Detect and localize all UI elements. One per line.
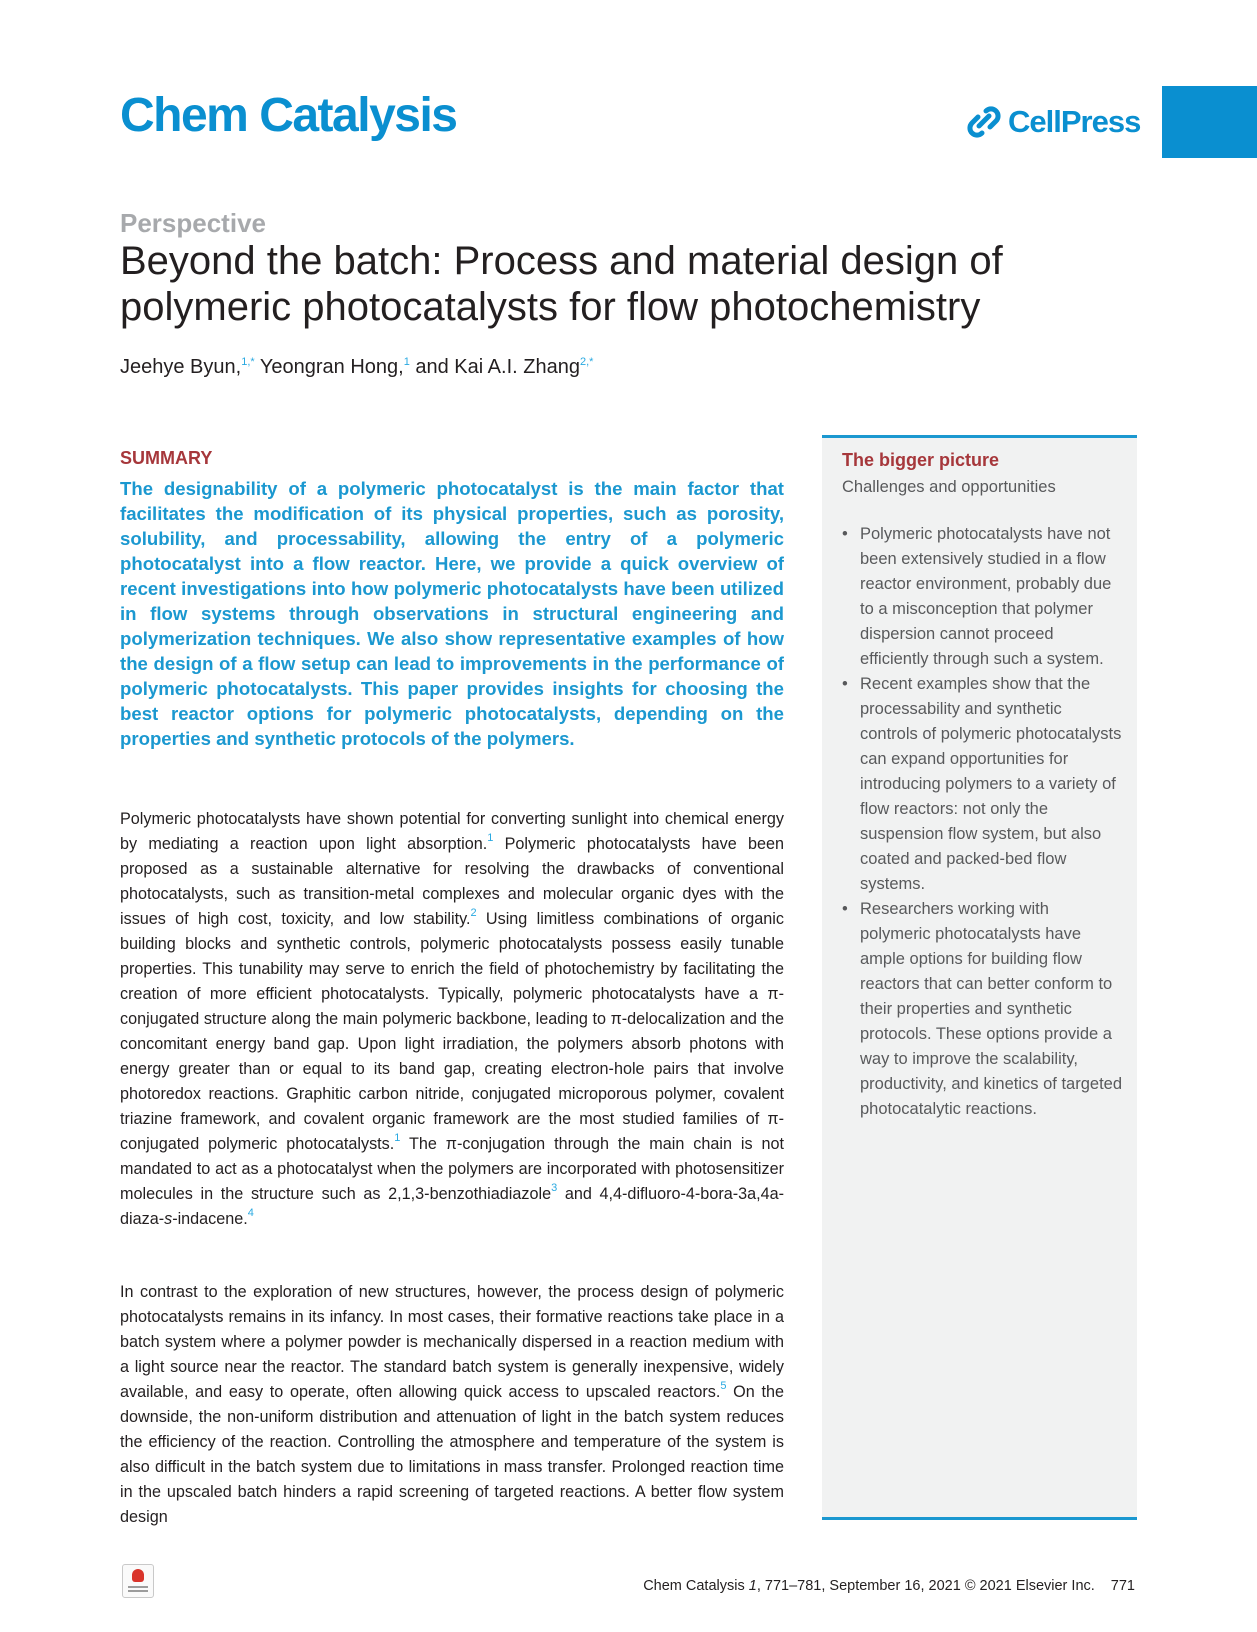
- reference-link[interactable]: 3: [551, 1182, 558, 1194]
- journal-title: Chem Catalysis: [120, 89, 457, 142]
- affiliation-link[interactable]: 2,*: [579, 356, 594, 368]
- body-text-segment: Polymeric photocatalysts have been proposed as a sustainable alternative for resolving the drawbacks of conventional photocatalysts, such as transition-metal complexes and molecular organic dyes with the issues of high cost, toxicity, and low stability.: [120, 835, 784, 928]
- summary-heading: SUMMARY: [120, 448, 213, 468]
- sidebar-bullet-list: [842, 522, 1124, 1122]
- reference-link[interactable]: 1: [394, 1132, 401, 1144]
- body-text-segment: In contrast to the exploration of new structures, however, the process design of polymeric photocatalysts remains in its infancy. In most cases, their formative reactions take place in a batch system where a polymer powder is mechanically dispersed in a reaction medium with a light source near the reactor. The standard batch system is generally inexpensive, widely available, and easy to operate, often allowing quick access to upscaled reactors.: [120, 1283, 784, 1401]
- body-text-segment: -indacene.: [172, 1210, 248, 1228]
- sidebar-bullet: • Polymeric photocatalysts have not been extensively studied in a flow reactor environment, probably due to a misconception that polymer dispersion cannot proceed efficiently through such a system.: [842, 522, 1124, 672]
- article-title: Beyond the batch: Process and material design of polymeric photocatalysts for flow photochemistry: [120, 239, 1003, 329]
- body-text-segment: Using limitless combinations of organic building blocks and synthetic controls, polymeric photocatalysts possess easily tunable properties. This tunability may serve to enrich the field of photochemistry by facilitating the creation of more efficient photocatalysts. Typically, polymeric photocatalysts have a π-conjugated structure along the main polymeric backbone, leading to π-delocalization and the concomitant energy band gap. Upon light irradiation, the polymers absorb photons with energy greater than or equal to its band gap, creating electron-hole pairs that involve photoredox reactions. Graphitic carbon nitride, conjugated microporous polymer, covalent triazine framework, and covalent organic framework are the most studied families of π-conjugated polymeric photocatalysts.: [120, 910, 784, 1153]
- badge-line: [128, 1586, 148, 1588]
- body-text-segment: and 4,4-difluoro-4-bora-3a,4a-diaza-: [120, 1185, 784, 1228]
- body-paragraph: [120, 1280, 784, 1530]
- footer-journal: Chem Catalysis: [643, 1578, 749, 1594]
- sidebar-subheading: Challenges and opportunities: [842, 478, 1056, 496]
- body-text-italic: s: [164, 1210, 173, 1228]
- publisher-logo[interactable]: [966, 104, 1140, 140]
- corner-color-block: [1162, 86, 1257, 158]
- badge-line: [128, 1590, 148, 1592]
- affiliation-link[interactable]: 1,*: [241, 356, 255, 368]
- author-name: Yeongran Hong,: [254, 356, 404, 378]
- affiliation-link[interactable]: 1: [403, 356, 410, 368]
- page-footer: [643, 1578, 1135, 1594]
- body-text-segment: The π-conjugation through the main chain is not mandated to act as a photocatalyst when the polymers are incorporated with photosensitizer molecules in the structure such as 2,1,3-benzothiadiazole: [120, 1135, 784, 1203]
- body-paragraph: [120, 807, 784, 1232]
- reference-link[interactable]: 1: [487, 832, 494, 844]
- bigger-picture-box: [822, 435, 1137, 1520]
- summary-text: The designability of a polymeric photocatalyst is the main factor that facilitates the modification of its physical properties, such as porosity, solubility, and processability, allowing the entry of a polymeric photocatalyst into a flow reactor. Here, we provide a quick overview of recent investigations into how polymeric photocatalysts have been utilized in flow systems through observations in structural engineering and polymerization techniques. We also show representative examples of how the design of a flow setup can lead to improvements in the performance of polymeric photocatalysts. This paper provides insights for choosing the best reactor options for polymeric photocatalysts, depending on the properties and synthetic protocols of the polymers.: [120, 478, 784, 749]
- reference-link[interactable]: 4: [247, 1207, 254, 1219]
- reference-link[interactable]: 2: [470, 907, 477, 919]
- article-type: Perspective: [120, 208, 266, 238]
- reference-link[interactable]: 5: [720, 1380, 727, 1392]
- footer-volume: 1: [748, 1578, 757, 1594]
- footer-citation: , 771–781, September 16, 2021 © 2021 Elsevier Inc.: [756, 1578, 1095, 1594]
- body-text-segment: On the downside, the non-uniform distribution and attenuation of light in the batch system reduces the efficiency of the reaction. Controlling the atmosphere and temperature of the system is also difficult in the batch system due to limitations in mass transfer. Prolonged reaction time in the upscaled batch hinders a rapid screening of targeted reactions. A better flow system design: [120, 1383, 785, 1526]
- author-list: [120, 356, 593, 379]
- sidebar-bullet: • Researchers working with polymeric photocatalysts have ample options for building flow reactors that can better conform to their properties and synthetic protocols. These options provide a way to improve the scalability, productivity, and kinetics of targeted photocatalytic reactions.: [842, 897, 1124, 1122]
- author-name: Jeehye Byun,: [120, 356, 242, 378]
- cellpress-logo-icon: [966, 105, 1002, 139]
- body-text-segment: Polymeric photocatalysts have shown potential for converting sunlight into chemical energy by mediating a reaction upon light absorption.: [120, 810, 784, 853]
- sidebar-heading: The bigger picture: [842, 450, 1000, 470]
- publisher-name: CellPress: [1008, 104, 1141, 139]
- author-name: and Kai A.I. Zhang: [409, 356, 580, 378]
- check-for-updates-icon[interactable]: [122, 1564, 154, 1598]
- page-number: 771: [1110, 1578, 1135, 1594]
- badge-bookmark-shape: [132, 1569, 144, 1582]
- sidebar-bullet: • Recent examples show that the processability and synthetic controls of polymeric photocatalysts can expand opportunities for introducing polymers to a variety of flow reactors: not only the suspension flow system, but also coated and packed-bed flow systems.: [842, 672, 1124, 897]
